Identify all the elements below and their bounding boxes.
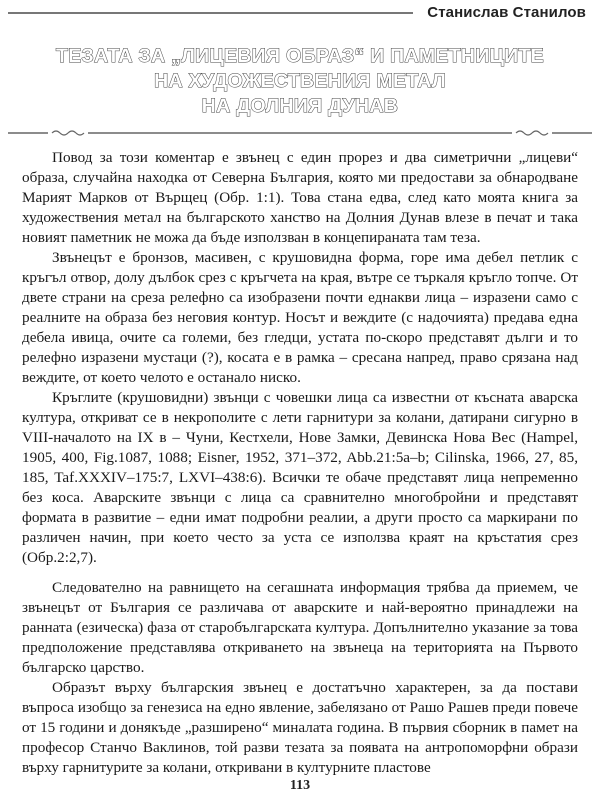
title-ornament-rule [8,128,592,138]
paragraph-1: Повод за този коментар е звънец с един прорез и два симетрични „лицеви“ образа, случайна находка от Северна България, която ми предостави за обнародване Марият Марков от Върщец (Обр. 1:1). Това стана едва, след като моята книга за художествения метал на българското ханство на Долния Дунав влезе в печат и така новият паметник не можа да бъде използван в концепираната там теза. [22,149,578,246]
ornament-rule-icon [8,128,592,138]
title-line-3: НА ДОЛНИЯ ДУНАВ [201,95,399,117]
paragraph-5: Образът върху българския звънец е достатъчно характерен, за да постави въпроса изобщо за генезиса на едно явление, забелязано от Рашо Рашев преди повече от 15 години и донякъде „разширено“ миналата година. В първия сборник в памет на професор Станчо Ваклинов, той разви тезата за появата на антропоморфни образи върху гарнитурите за колани, откривани в културните пластове [22,679,578,776]
page-number: 113 [289,778,311,793]
article-body [22,148,578,778]
running-header [8,2,592,22]
paragraph-3: Кръглите (крушовидни) звънци с човешки лица са известни от късната аварска култура, откриват се в некрополите с лети гарнитури за колани, датирани сигурно в VIII-началото на IX в – Чуни, Кестхели, Нове Замки, Девинска Нова Вес (Hampel, 1905, 400, Fig.1087, 1088; Eisner, 1952, 371–372, Abb.21:5a–b; Cilinska, 1966, 27, 85, 185, Taf.XXXIV–175:7, LXVI–438:6). Всички те обаче представят лица непременно без коса. Аварските звънци с лица са сравнително многобройни и представят формата в развитие – едни имат подробни реалии, а други просто са маркирани по различен начин, при което често за уста се използва краят на кръстатия срез (Обр.2:2,7). [22,389,578,566]
article-title [20,44,580,119]
running-header-author: Станислав Станилов [427,3,586,21]
header-rule [8,12,413,14]
title-line-2: НА ХУДОЖЕСТВЕНИЯ МЕТАЛ [154,70,446,92]
title-line-1: ТЕЗАТА ЗА „ЛИЦЕВИЯ ОБРАЗ“ И ПАМЕТНИЦИТЕ [56,45,544,67]
paragraph-4: Следователно на равнището на сегашната информация трябва да приемем, че звънецът от България се различава от аварските и най-вероятно принадлежи на ранната (езическа) фаза от старобългарската култура. Допълнително указание за това предположение представлява откриването на звънеца на територията на Първото българско царство. [22,579,578,676]
paragraph-2: Звънецът е бронзов, масивен, с крушовидна форма, горе има дебел петлик с кръгъл отвор, долу дълбок срез с кръгчета на края, вътре се търкаля кръгло топче. От двете страни на среза релефно са изобразени почти еднакви лица – изразени само с реалните на образа без неговия контур. Носът и веждите (с надочията) предава една дебела ивица, очите са големи, без гледци, устата по-скоро представят дълги и то релефно изразени мустаци (?), косата е в рамка – сресана напред, право срязана над веждите, от което челото е останало ниско. [22,249,578,386]
